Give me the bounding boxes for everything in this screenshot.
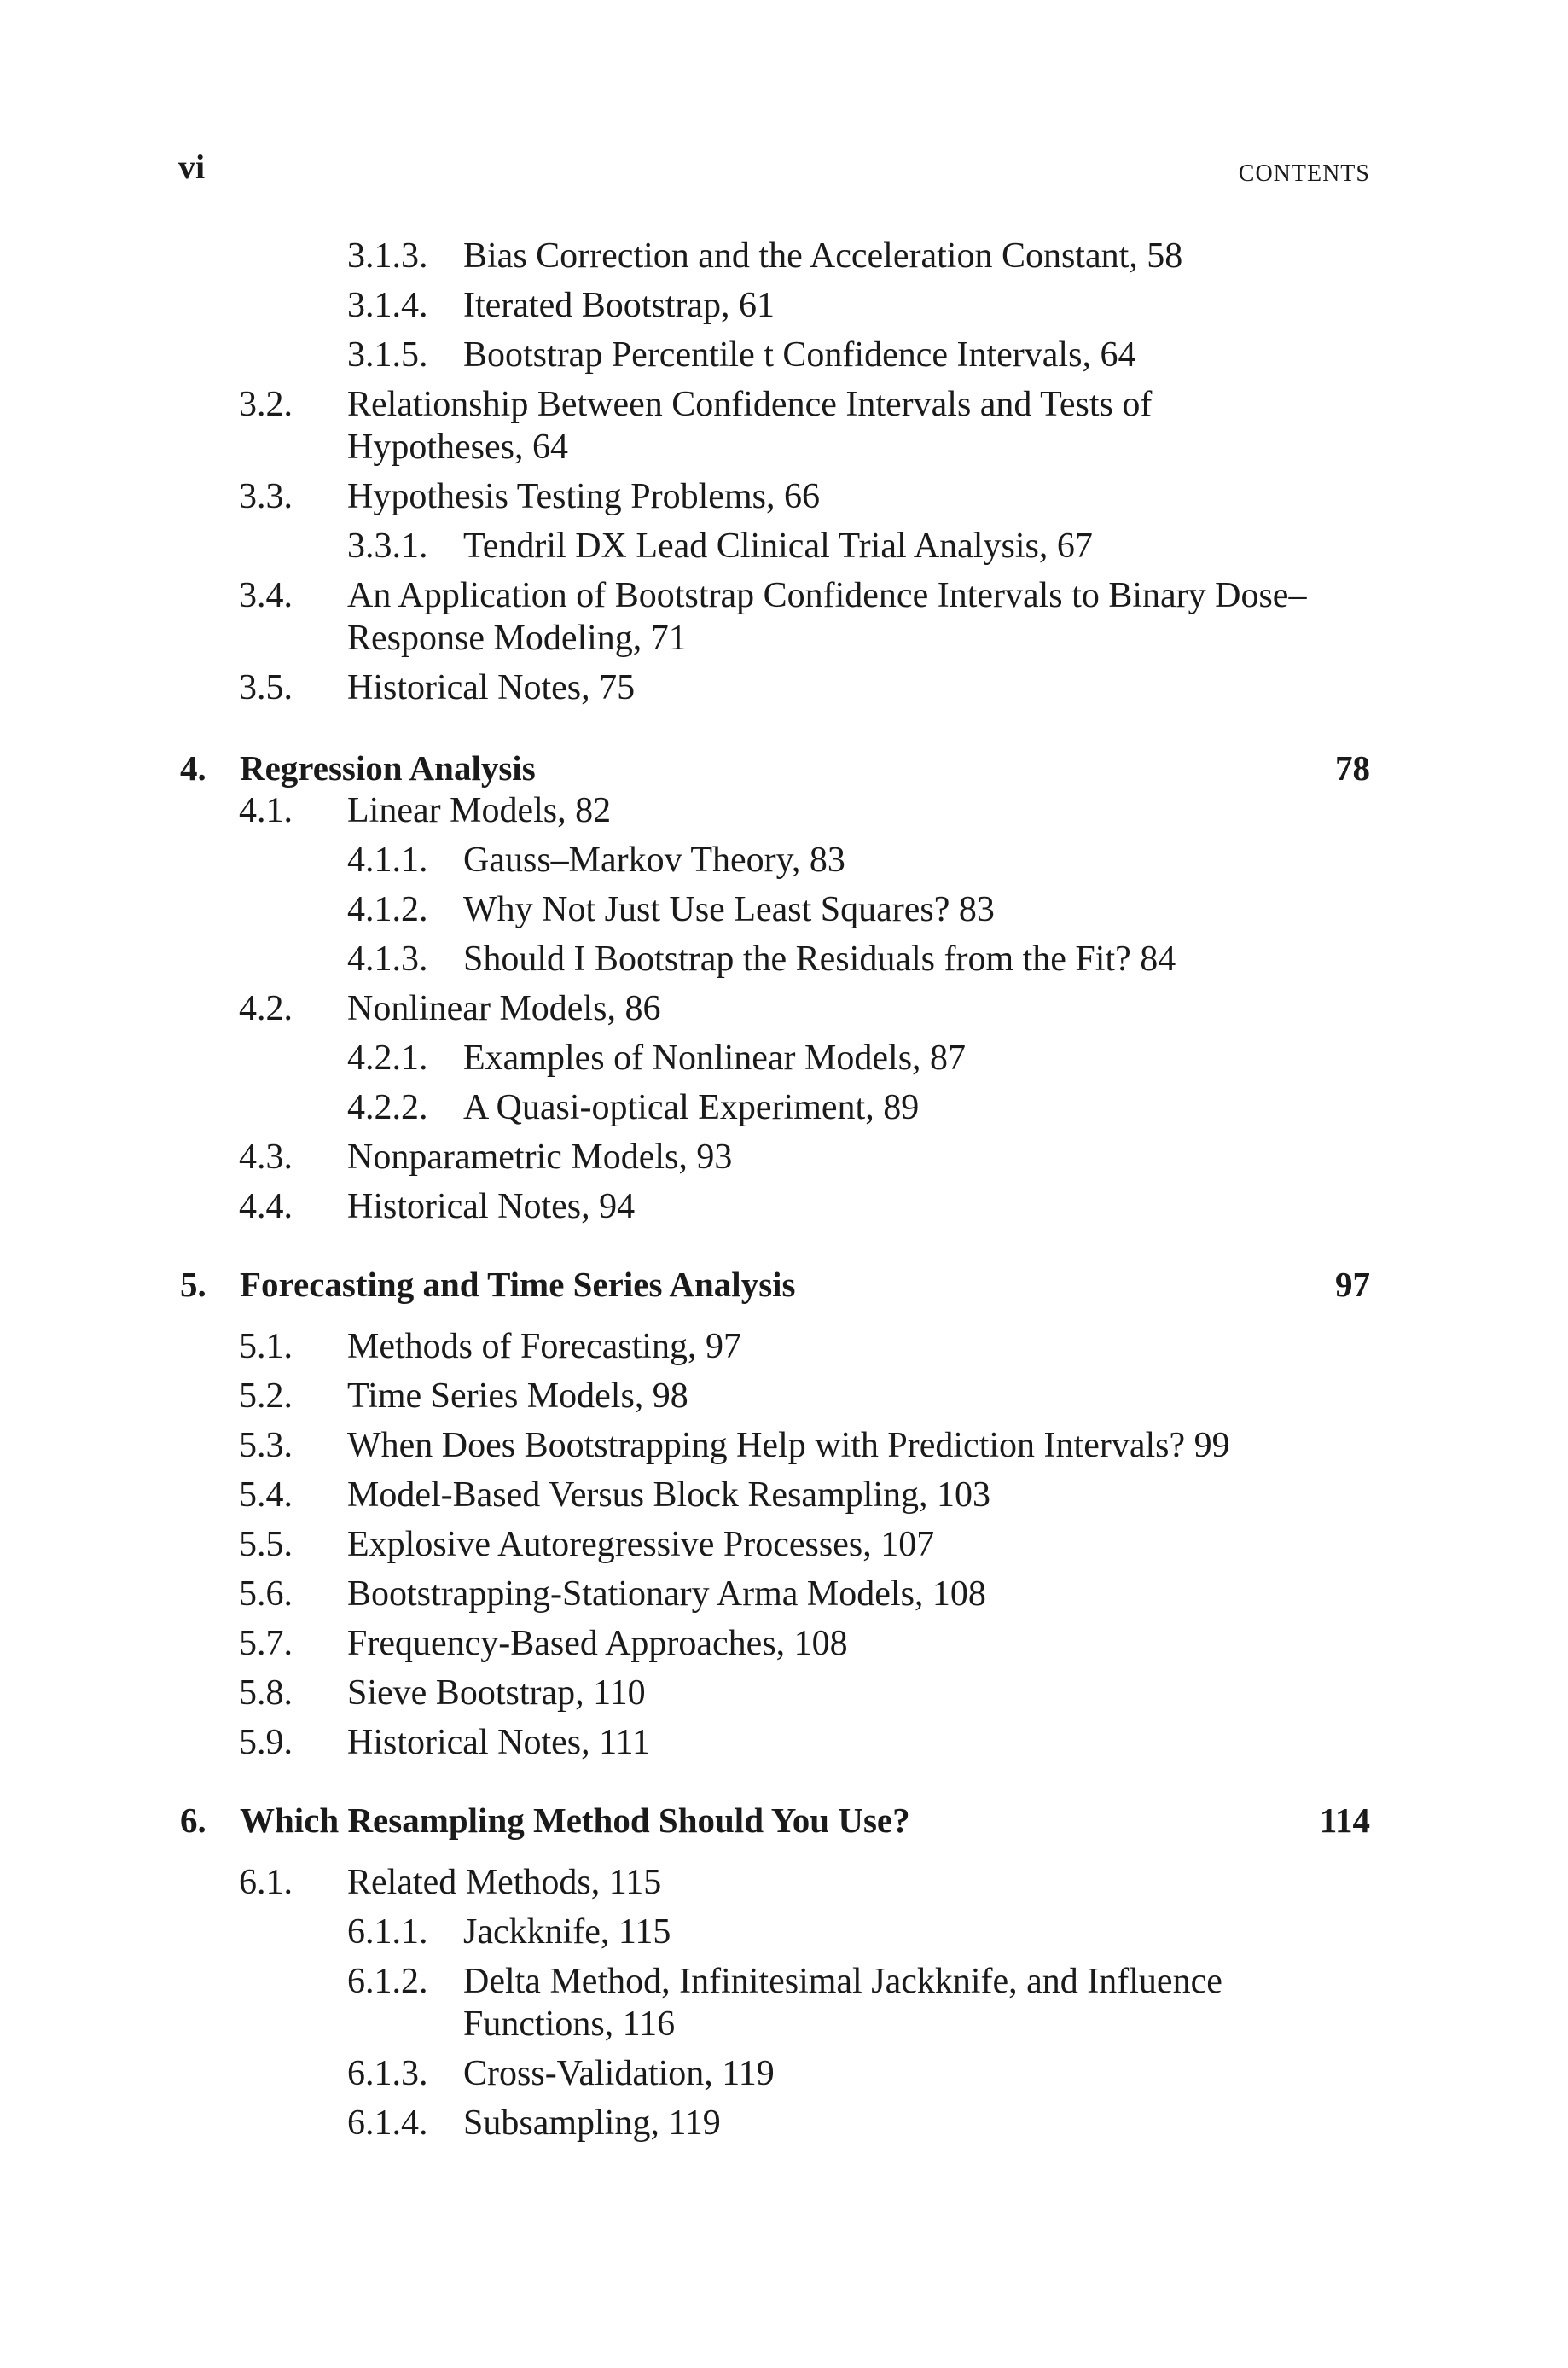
toc-entry-title: Nonlinear Models, 86 bbox=[347, 989, 661, 1028]
toc-entry[interactable] bbox=[0, 2052, 1568, 2095]
toc-entry[interactable] bbox=[0, 235, 1568, 277]
toc-entry-title: Methods of Forecasting, 97 bbox=[347, 1327, 741, 1366]
toc-entry[interactable] bbox=[0, 284, 1568, 327]
toc-entry-number: 3.1.4. bbox=[347, 286, 428, 325]
toc-entry-number: 5.9. bbox=[239, 1723, 293, 1762]
chapter-number: 6. bbox=[180, 1801, 206, 1840]
toc-entry-title: Iterated Bootstrap, 61 bbox=[463, 286, 775, 325]
toc-entry-title: Relationship Between Confidence Intervals and Tests of Hypotheses, 64 bbox=[347, 385, 1153, 467]
toc-entry[interactable] bbox=[0, 1573, 1568, 1615]
chapter-page: 78 bbox=[1335, 748, 1370, 788]
toc-entry[interactable] bbox=[0, 1136, 1568, 1178]
toc-entry-number: 4.3. bbox=[239, 1137, 293, 1177]
toc-entry-title: Gauss–Markov Theory, 83 bbox=[463, 841, 845, 880]
toc-entry-number: 5.2. bbox=[239, 1376, 293, 1416]
toc-entry-number: 5.6. bbox=[239, 1574, 293, 1614]
toc-entry[interactable] bbox=[0, 1911, 1568, 1953]
toc-entry-title: Tendril DX Lead Clinical Trial Analysis, 67 bbox=[463, 527, 1093, 566]
toc-entry-number: 3.2. bbox=[239, 385, 293, 424]
chapter-heading[interactable] bbox=[180, 1799, 1370, 1841]
toc-entry-number: 5.1. bbox=[239, 1327, 293, 1366]
toc-entry[interactable] bbox=[0, 1424, 1568, 1467]
chapter-number: 5. bbox=[180, 1265, 206, 1304]
toc-entry[interactable] bbox=[0, 1325, 1568, 1368]
toc-entry-number: 6.1.4. bbox=[347, 2103, 428, 2143]
toc-entry[interactable] bbox=[0, 1375, 1568, 1417]
toc-entry[interactable] bbox=[0, 1960, 1568, 2045]
toc-entry-number: 3.1.3. bbox=[347, 236, 428, 276]
toc-entry-number: 4.2.2. bbox=[347, 1088, 428, 1127]
toc-entry-title: Jackknife, 115 bbox=[463, 1912, 671, 1952]
toc-entry-title: Bootstrap Percentile t Confidence Intervals, 64 bbox=[463, 335, 1136, 375]
toc-entry-number: 6.1. bbox=[239, 1863, 293, 1902]
toc-entry[interactable] bbox=[0, 1861, 1568, 1904]
toc-entry-number: 4.1.3. bbox=[347, 940, 428, 979]
toc-entry[interactable] bbox=[0, 2102, 1568, 2144]
toc-entry-title: Delta Method, Infinitesimal Jackknife, and Influence Functions, 116 bbox=[463, 1962, 1222, 2044]
toc-entry-number: 5.5. bbox=[239, 1525, 293, 1564]
toc-entry[interactable] bbox=[0, 1672, 1568, 1714]
toc-entry[interactable] bbox=[0, 789, 1568, 832]
toc-entry-number: 3.3.1. bbox=[347, 527, 428, 566]
toc-entry-title: Examples of Nonlinear Models, 87 bbox=[463, 1039, 967, 1078]
chapter-page: 114 bbox=[1319, 1801, 1370, 1840]
toc-entry[interactable] bbox=[0, 1474, 1568, 1516]
toc-entry[interactable] bbox=[0, 987, 1568, 1030]
chapter-title: Regression Analysis bbox=[240, 748, 536, 788]
toc-entry-title: Cross-Validation, 119 bbox=[463, 2054, 775, 2093]
toc-entry-title: Historical Notes, 111 bbox=[347, 1723, 650, 1762]
toc-entry-title: A Quasi-optical Experiment, 89 bbox=[463, 1088, 920, 1127]
toc-entry-title: Historical Notes, 94 bbox=[347, 1187, 636, 1226]
toc-entry[interactable] bbox=[0, 839, 1568, 881]
chapter-page: 97 bbox=[1335, 1265, 1370, 1304]
toc-entry-title: Sieve Bootstrap, 110 bbox=[347, 1673, 646, 1713]
toc-entry-number: 5.3. bbox=[239, 1426, 293, 1465]
toc-entry-number: 5.4. bbox=[239, 1475, 293, 1515]
toc-entry-title: An Application of Bootstrap Confidence Intervals to Binary Dose–Response Modeling, 71 bbox=[347, 576, 1307, 658]
toc-entry[interactable] bbox=[0, 1086, 1568, 1129]
toc-entry-number: 3.5. bbox=[239, 668, 293, 707]
chapter-heading[interactable] bbox=[180, 1263, 1370, 1306]
toc-entry-title: Subsampling, 119 bbox=[463, 2103, 721, 2143]
toc-entry-title: When Does Bootstrapping Help with Prediction Intervals? 99 bbox=[347, 1426, 1230, 1465]
toc-entry-title: Related Methods, 115 bbox=[347, 1863, 662, 1902]
chapter-heading[interactable] bbox=[180, 747, 1370, 789]
toc-entry[interactable] bbox=[0, 383, 1568, 468]
toc-entry-title: Nonparametric Models, 93 bbox=[347, 1137, 733, 1177]
chapter-title: Which Resampling Method Should You Use? bbox=[240, 1801, 910, 1840]
toc-entry-title: Explosive Autoregressive Processes, 107 bbox=[347, 1525, 935, 1564]
toc-entry[interactable] bbox=[0, 1622, 1568, 1665]
toc-entry-title: Hypothesis Testing Problems, 66 bbox=[347, 477, 820, 516]
toc-entry[interactable] bbox=[0, 1523, 1568, 1566]
toc-entry-number: 4.1.1. bbox=[347, 841, 428, 880]
toc-entry-number: 5.7. bbox=[239, 1624, 293, 1663]
toc-entry-number: 3.3. bbox=[239, 477, 293, 516]
toc-entry-number: 5.8. bbox=[239, 1673, 293, 1713]
toc-entry-title: Bias Correction and the Acceleration Constant, 58 bbox=[463, 236, 1183, 276]
toc-entry-title: Historical Notes, 75 bbox=[347, 668, 636, 707]
chapter-title: Forecasting and Time Series Analysis bbox=[240, 1265, 796, 1304]
toc-entry-title: Linear Models, 82 bbox=[347, 791, 612, 830]
toc-entry-title: Bootstrapping-Stationary Arma Models, 108 bbox=[347, 1574, 986, 1614]
toc-entry-number: 3.4. bbox=[239, 576, 293, 615]
toc-entry[interactable] bbox=[0, 666, 1568, 709]
running-title: CONTENTS bbox=[1238, 160, 1370, 187]
toc-entry-number: 6.1.3. bbox=[347, 2054, 428, 2093]
toc-entry-number: 3.1.5. bbox=[347, 335, 428, 375]
toc-entry[interactable] bbox=[0, 475, 1568, 518]
toc-entry[interactable] bbox=[0, 888, 1568, 931]
toc-entry-title: Why Not Just Use Least Squares? 83 bbox=[463, 890, 995, 929]
toc-entry-number: 4.2.1. bbox=[347, 1039, 428, 1078]
toc-entry-number: 4.1. bbox=[239, 791, 293, 830]
toc-entry[interactable] bbox=[0, 525, 1568, 567]
toc-entry-title: Frequency-Based Approaches, 108 bbox=[347, 1624, 848, 1663]
toc-entry[interactable] bbox=[0, 574, 1568, 660]
toc-entry[interactable] bbox=[0, 938, 1568, 980]
toc-entry-title: Should I Bootstrap the Residuals from the Fit? 84 bbox=[463, 940, 1176, 979]
toc-entry[interactable] bbox=[0, 1721, 1568, 1764]
page-number: vi bbox=[178, 148, 206, 186]
toc-entry[interactable] bbox=[0, 1185, 1568, 1228]
toc-entry-title: Time Series Models, 98 bbox=[347, 1376, 688, 1416]
toc-entry-number: 6.1.2. bbox=[347, 1962, 428, 2001]
toc-entry-title: Model-Based Versus Block Resampling, 103 bbox=[347, 1475, 990, 1515]
toc-entry-number: 4.1.2. bbox=[347, 890, 428, 929]
toc-entry[interactable] bbox=[0, 334, 1568, 376]
toc-entry-number: 6.1.1. bbox=[347, 1912, 428, 1952]
toc-entry[interactable] bbox=[0, 1037, 1568, 1079]
toc-entry-number: 4.4. bbox=[239, 1187, 293, 1226]
toc-entry-number: 4.2. bbox=[239, 989, 293, 1028]
chapter-number: 4. bbox=[180, 748, 206, 788]
